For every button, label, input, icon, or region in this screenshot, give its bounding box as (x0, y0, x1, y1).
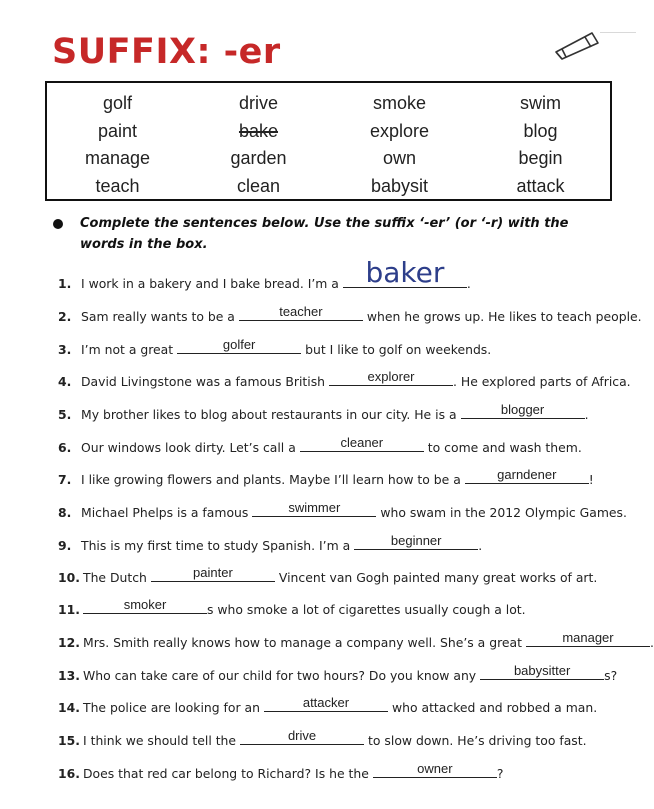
answer-text: owner (417, 761, 453, 776)
answer-text: beginner (390, 533, 442, 548)
answer-text: blogger (500, 402, 545, 417)
sentence-text-before: Does that red car belong to Richard? Is he the (83, 766, 369, 781)
sentence-text-after: Vincent van Gogh painted many great works of art. (278, 570, 598, 585)
sentence-text-before: David Livingstone was a famous British (81, 374, 326, 389)
answer-blank[interactable] (329, 371, 453, 386)
answer-text: painter (193, 565, 233, 580)
answer-blank[interactable] (526, 632, 650, 647)
sentence-text-after: who attacked and robbed a man. (391, 700, 598, 715)
sentence-text-after: who swam in the 2012 Olympic Games. (380, 505, 627, 520)
answer-blank[interactable] (239, 306, 363, 321)
answer-blank[interactable] (240, 730, 364, 745)
sentence-row (58, 402, 589, 422)
answer-blank[interactable] (465, 469, 589, 484)
word-box-item: explore (369, 120, 430, 141)
sentence-number: 4. (58, 374, 72, 389)
answer-text: drive (287, 728, 317, 743)
word-box-item: babysit (370, 175, 429, 196)
sentence-text-before: I like growing flowers and plants. Maybe I’ll learn how to be a (81, 472, 461, 487)
answer-blank[interactable] (177, 339, 301, 354)
answer-text: baker (365, 256, 445, 289)
sentence-row (58, 761, 503, 781)
answer-blank[interactable] (252, 502, 376, 517)
sentence-text-after: . (649, 635, 654, 650)
sentence-text-before: Our windows look dirty. Let’s call a (81, 440, 296, 455)
sentence-number: 13. (58, 668, 80, 683)
sentence-number: 14. (58, 700, 80, 715)
sentence-text-after: s? (604, 668, 618, 683)
sentence-text-after: . (478, 538, 483, 553)
sentence-text-after: but I like to golf on weekends. (305, 342, 492, 357)
sentence-text-after: ! (588, 472, 594, 487)
answer-blank[interactable] (343, 256, 467, 289)
bullet-icon (53, 219, 63, 229)
sentence-text-before: Sam really wants to be a (81, 309, 235, 324)
sentence-text-after: ? (496, 766, 504, 781)
pencil-icon (552, 27, 602, 59)
answer-blank[interactable] (300, 437, 424, 452)
sentence-text-after: when he grows up. He likes to teach people. (366, 309, 642, 324)
answer-text: teacher (279, 304, 323, 319)
sentence-row (58, 695, 597, 715)
word-box-item: drive (238, 93, 278, 113)
answer-text: smoker (123, 597, 167, 612)
word-box-item: swim (520, 93, 561, 113)
sentence-text-after: . He explored parts of Africa. (453, 374, 631, 389)
sentence-number: 1. (58, 276, 72, 291)
answer-blank[interactable] (83, 599, 207, 614)
sentence-number: 12. (58, 635, 80, 650)
answer-blank[interactable] (373, 763, 497, 778)
answer-text: cleaner (340, 435, 384, 450)
word-box-item: own (382, 148, 417, 168)
answer-text: golfer (222, 337, 256, 352)
sentence-number: 6. (58, 440, 72, 455)
sentence-row (58, 663, 617, 683)
sentence-number: 9. (58, 538, 72, 553)
answer-blank[interactable] (354, 535, 478, 550)
header-divider (600, 32, 636, 33)
sentence-number: 10. (58, 570, 80, 585)
answer-blank[interactable] (151, 567, 275, 582)
word-box (45, 81, 612, 201)
sentence-row (58, 304, 642, 324)
sentence-row (58, 467, 594, 487)
sentence-text-after: . (466, 276, 471, 291)
word-box-item: garden (230, 148, 287, 168)
answer-text: attacker (302, 695, 350, 710)
sentence-text-after: to come and wash them. (427, 440, 582, 455)
sentence-row (58, 337, 491, 357)
word-box-item: teach (95, 175, 140, 196)
word-grid (47, 90, 610, 200)
sentence-row (58, 630, 654, 650)
sentence-text-before: Mrs. Smith really knows how to manage a company well. She’s a great (83, 635, 522, 650)
word-box-item: bake (238, 120, 279, 141)
sentence-text-before: The police are looking for an (83, 700, 260, 715)
word-box-item: golf (102, 93, 133, 113)
sentence-row (58, 728, 587, 748)
sentence-text-before: Michael Phelps is a famous (81, 505, 249, 520)
sentence-number: 11. (58, 602, 80, 617)
answer-blank[interactable] (461, 404, 585, 419)
answer-text: garndener (497, 467, 557, 482)
sentence-text-after: . (584, 407, 589, 422)
word-box-item: attack (516, 175, 565, 196)
word-box-item: manage (84, 148, 151, 168)
sentence-text-before: My brother likes to blog about restaurants in our city. He is a (81, 407, 457, 422)
sentence-row (58, 597, 526, 617)
sentence-text-before: Who can take care of our child for two hours? Do you know any (83, 668, 477, 683)
sentence-text-after: to slow down. He’s driving too fast. (368, 733, 587, 748)
sentence-text-before: This is my first time to study Spanish. I’m a (81, 538, 351, 553)
sentence-text-before: I think we should tell the (83, 733, 237, 748)
sentence-number: 15. (58, 733, 80, 748)
answer-text: babysitter (513, 663, 571, 678)
answer-blank[interactable] (480, 665, 604, 680)
sentence-text-before: I work in a bakery and I bake bread. I’m a (81, 276, 339, 291)
answer-text: manager (562, 630, 614, 645)
sentence-number: 7. (58, 472, 72, 487)
sentence-row (58, 256, 471, 291)
word-box-item: smoke (372, 93, 426, 113)
word-box-item: blog (523, 120, 558, 141)
answer-text: explorer (367, 369, 415, 384)
word-box-item: begin (518, 148, 563, 168)
word-box-item: clean (236, 175, 281, 196)
answer-blank[interactable] (264, 697, 388, 712)
sentence-text-before: I’m not a great (81, 342, 174, 357)
word-box-item: paint (97, 120, 138, 141)
sentence-row (58, 533, 482, 553)
sentence-number: 8. (58, 505, 72, 520)
sentence-row (58, 369, 631, 389)
sentence-number: 16. (58, 766, 80, 781)
sentence-text-before: The Dutch (83, 570, 147, 585)
sentence-number: 5. (58, 407, 72, 422)
sentence-number: 3. (58, 342, 72, 357)
sentence-row (58, 500, 627, 520)
sentence-row (58, 435, 582, 455)
sentence-text-after: s who smoke a lot of cigarettes usually cough a lot. (207, 602, 526, 617)
instructions: Complete the sentences below. Use the suffix ‘-er’ (or ‘-r) with the words in the box. (80, 216, 569, 252)
sentence-row (58, 565, 597, 585)
answer-text: swimmer (288, 500, 341, 515)
worksheet-title: SUFFIX: -er (52, 32, 281, 72)
sentence-number: 2. (58, 309, 72, 324)
